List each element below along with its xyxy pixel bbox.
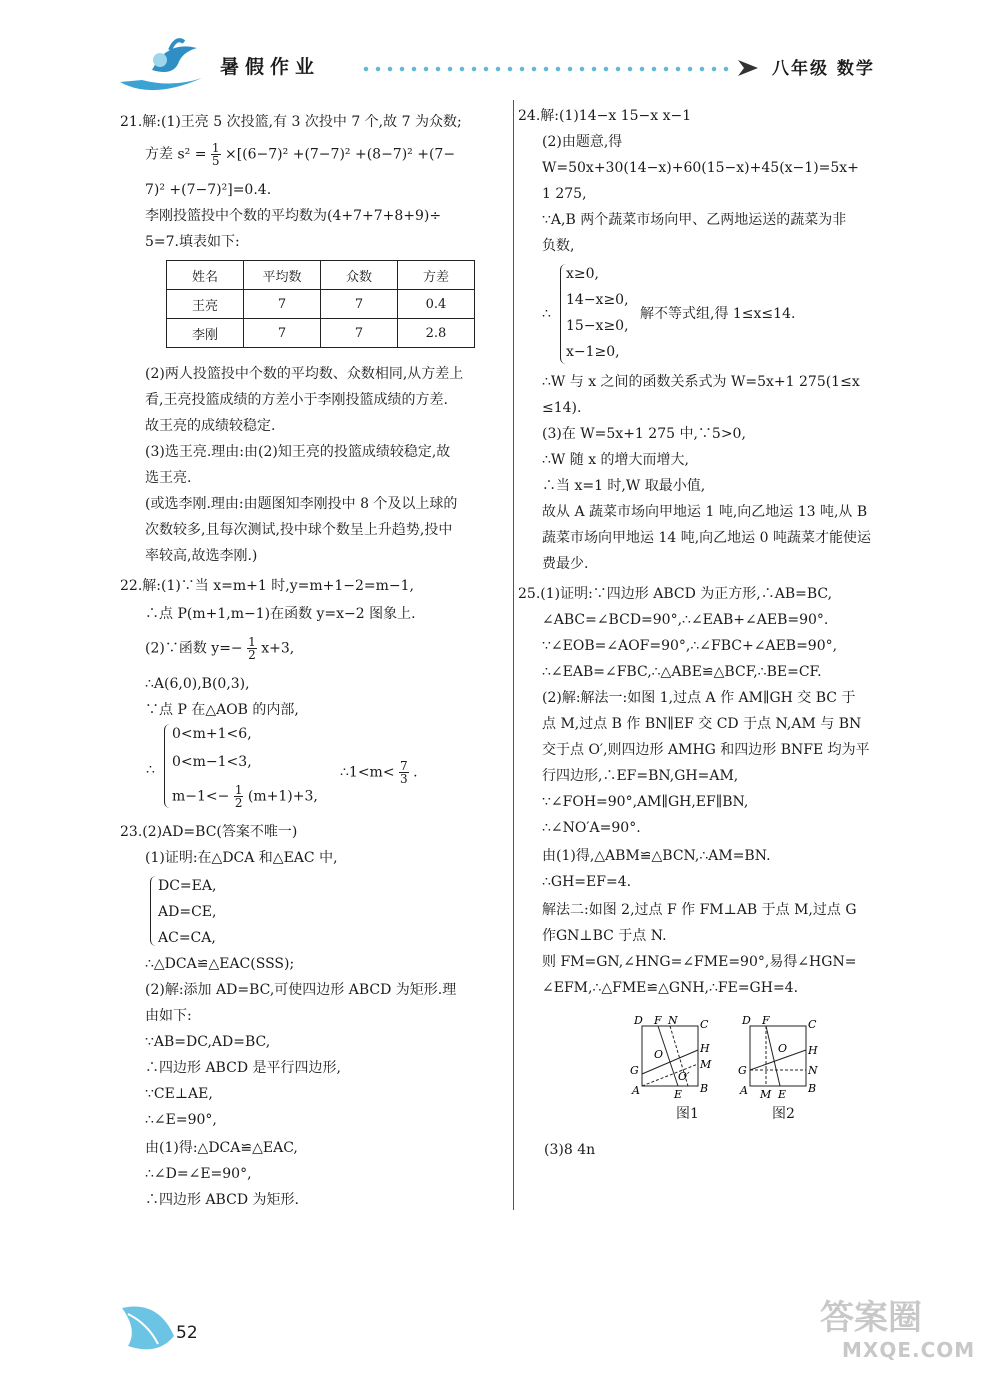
fig2-label-D: D xyxy=(742,1014,751,1027)
q24-sys4: x−1≥0, xyxy=(566,344,620,360)
q23-sys1: DC=EA, xyxy=(158,878,217,894)
fig1-label-E: E xyxy=(674,1088,683,1098)
q25-line2: ∠ABC=∠BCD=90°,∴∠EAB+∠AEB=90°. xyxy=(542,612,829,628)
q25-line6: 点 M,过点 B 作 BN∥EF 交 CD 于点 N,AM 与 BN xyxy=(542,716,862,732)
q25-line10: ∴∠NO′A=90°. xyxy=(542,820,641,836)
table-cell: 王亮 xyxy=(167,290,244,319)
q24-line3: W=50x+30(14−x)+60(15−x)+45(x−1)=5x+ xyxy=(542,160,859,176)
q23-sys3: AC=CA, xyxy=(158,930,216,946)
q22-sys3: m−1<− $\frac{1}{2}$ (m+1)+3, xyxy=(172,783,318,810)
q24-line8: ≤14). xyxy=(542,400,582,416)
table-cell: 7 xyxy=(244,319,321,348)
table-header-cell: 众数 xyxy=(321,261,398,290)
q21-variance-label: 方差 s² = xyxy=(145,146,207,163)
leaf-icon xyxy=(118,1300,178,1360)
q22-line5: ∵点 P 在△AOB 的内部, xyxy=(145,702,299,718)
fig2-label-H: H xyxy=(808,1044,818,1057)
table-row xyxy=(167,290,475,319)
q24-line14: 费最少. xyxy=(542,556,589,572)
q24-line7: ∴W 与 x 之间的函数关系式为 W=5x+1 275(1≤x xyxy=(542,374,860,390)
table-header-row xyxy=(167,261,475,290)
fig1-label-F: F xyxy=(654,1014,662,1027)
q24-line5: ∵A,B 两个蔬菜市场向甲、乙两地运送的蔬菜为非 xyxy=(542,212,847,228)
q25-line11: 由(1)得,△ABM≌△BCN,∴AM=BN. xyxy=(542,848,771,864)
q21-p3-line1: (3)选王亮.理由:由(2)知王亮的投篮成绩较稳定,故 xyxy=(145,444,451,460)
q25-line9: ∵∠FOH=90°,AM∥GH,EF∥BN, xyxy=(542,794,749,810)
fig2-label-O: O xyxy=(778,1042,788,1055)
q21-line3: 7)² +(7−7)²]=0.4. xyxy=(145,182,272,198)
score-table xyxy=(166,260,475,348)
q22-line2: ∴点 P(m+1,m−1)在函数 y=x−2 图象上. xyxy=(145,606,416,622)
header-grade-subject: 八年级 数学 xyxy=(772,59,875,79)
q25-line12: ∴GH=EF=4. xyxy=(542,874,632,890)
q24-line4: 1 275, xyxy=(542,186,587,202)
fig2-label-C: C xyxy=(808,1018,817,1031)
q21-p2-line3: 故王亮的成绩较稳定. xyxy=(145,418,276,434)
q23-line6: ∵AB=DC,AD=BC, xyxy=(145,1034,271,1050)
fig1-label-D: D xyxy=(634,1014,643,1027)
q24-sys-tail: 解不等式组,得 1≤x≤14. xyxy=(640,306,796,322)
table-cell: 7 xyxy=(321,319,398,348)
q23-line8: ∵CE⊥AE, xyxy=(145,1086,213,1102)
column-divider xyxy=(513,100,514,1210)
q25-line13: 解法二:如图 2,过点 F 作 FM⊥AB 于点 M,过点 G xyxy=(542,902,857,918)
watermark-url: MXQE.COM xyxy=(842,1338,976,1362)
fig2-label-N: N xyxy=(808,1064,818,1077)
q22-line4: ∴A(6,0),B(0,3), xyxy=(145,676,250,692)
q21-p3-line2: 选王亮. xyxy=(145,470,192,486)
q24-line2: (2)由题意,得 xyxy=(542,134,623,150)
watermark-logo-text: 答案圈 xyxy=(820,1298,922,1338)
dolphin-logo-icon xyxy=(112,30,212,100)
q24-therefore: ∴ xyxy=(542,306,551,322)
q24-line11: ∴当 x=1 时,W 取最小值, xyxy=(542,478,706,494)
fig1-label-G: G xyxy=(630,1064,639,1077)
q23-line5: 由如下: xyxy=(145,1008,192,1024)
table-cell: 7 xyxy=(244,290,321,319)
header-title: 暑假作业 xyxy=(220,56,321,78)
q21-p2-line1: (2)两人投篮投中个数的平均数、众数相同,从方差上 xyxy=(145,366,464,382)
q23-line3: ∴△DCA≌△EAC(SSS); xyxy=(145,956,295,972)
figure-2-diagram xyxy=(736,1014,828,1098)
q23-line1: 23.(2)AD=BC(答案不唯一) xyxy=(120,824,298,840)
q23-line12: ∴四边形 ABCD 为矩形. xyxy=(145,1192,299,1208)
q23-line2: (1)证明:在△DCA 和△EAC 中, xyxy=(145,850,338,866)
table-cell: 李刚 xyxy=(167,319,244,348)
fig1-label-A: A xyxy=(632,1084,640,1097)
q25-line14: 作GN⊥BC 于点 N. xyxy=(542,928,667,944)
fig1-label-O-prime: O′ xyxy=(678,1070,690,1083)
table-header-cell: 方差 xyxy=(398,261,475,290)
fig1-label-N: N xyxy=(668,1014,678,1027)
q21-line1: 21.解:(1)王亮 5 次投篮,有 3 次投中 7 个,故 7 为众数; xyxy=(120,114,462,130)
fig2-label-E: E xyxy=(778,1088,787,1098)
q25-line15: 则 FM=GN,∠HNG=∠FME=90°,易得∠HGN= xyxy=(542,954,857,970)
q24-sys1: x≥0, xyxy=(566,266,599,282)
q22-therefore: ∴ xyxy=(146,762,155,778)
table-row xyxy=(167,319,475,348)
q25-line3: ∵∠EOB=∠AOF=90°,∴∠FBC+∠AEB=90°, xyxy=(542,638,838,654)
q22-brace xyxy=(164,724,171,808)
q24-line13: 蔬菜市场向甲地运 14 吨,向乙地运 0 吨蔬菜才能使运 xyxy=(542,530,871,546)
q23-line10: 由(1)得:△DCA≌△EAC, xyxy=(145,1140,298,1156)
table-cell: 7 xyxy=(321,290,398,319)
q24-line12: 故从 A 蔬菜市场向甲地运 1 吨,向乙地运 13 吨,从 B xyxy=(542,504,868,520)
fig1-label-M: M xyxy=(700,1058,712,1071)
q25-line5: (2)解:解法一:如图 1,过点 A 作 AM∥GH 交 BC 于 xyxy=(542,690,856,706)
q25-line7: 交于点 O′,则四边形 AMHG 和四边形 BNFE 均为平 xyxy=(542,742,870,758)
q21-variance-expr: ×[(6−7)² +(7−7)² +(8−7)² +(7− xyxy=(224,146,456,163)
q23-line7: ∴四边形 ABCD 是平行四边形, xyxy=(145,1060,341,1076)
q24-sys3: 15−x≥0, xyxy=(566,318,629,334)
fig1-label-O: O xyxy=(654,1048,664,1061)
q25-line16: ∠EFM,∴△FME≌△GNH,∴FE=GH=4. xyxy=(542,980,799,996)
q25-line17: (3)8 4n xyxy=(544,1142,596,1158)
q21-p4-line2: 次数较多,且每次测试,投中球个数呈上升趋势,投中 xyxy=(145,522,453,538)
q25-line1: 25.(1)证明:∵四边形 ABCD 为正方形,∴AB=BC, xyxy=(518,586,833,602)
fig1-label-C: C xyxy=(700,1018,709,1031)
fig1-label-B: B xyxy=(700,1082,709,1095)
q23-line9: ∴∠E=90°, xyxy=(145,1112,217,1128)
figure-1-caption: 图1 xyxy=(676,1106,699,1122)
q23-sys2: AD=CE, xyxy=(158,904,217,920)
q24-line9: (3)在 W=5x+1 275 中,∵5>0, xyxy=(542,426,746,442)
q22-sys1: 0<m+1<6, xyxy=(172,726,252,742)
q21-line5: 5=7.填表如下: xyxy=(145,234,240,250)
q23-line11: ∴∠D=∠E=90°, xyxy=(145,1166,252,1182)
table-cell: 2.8 xyxy=(398,319,475,348)
q23-line4: (2)解:添加 AD=BC,可使四边形 ABCD 为矩形.理 xyxy=(145,982,457,998)
figure-2-caption: 图2 xyxy=(772,1106,795,1122)
q23-brace xyxy=(150,876,157,946)
fig2-label-A: A xyxy=(740,1084,748,1097)
figure-1-diagram xyxy=(628,1014,720,1098)
q22-line1: 22.解:(1)∵当 x=m+1 时,y=m+1−2=m−1, xyxy=(120,578,414,594)
fig2-label-G: G xyxy=(738,1064,747,1077)
q22-fraction: $\frac{1}{2}$ xyxy=(248,635,256,662)
fig2-label-F: F xyxy=(762,1014,770,1027)
q24-line6: 负数, xyxy=(542,238,575,254)
table-header-cell: 平均数 xyxy=(244,261,321,290)
q24-line1: 24.解:(1)14−x 15−x x−1 xyxy=(518,108,692,124)
q21-p2-line2: 看,王亮投篮成绩的方差小于李刚投篮成绩的方差. xyxy=(145,392,448,408)
q22-result: ∴1<m< $\frac{7}{3}$ . xyxy=(340,759,418,786)
fig2-label-M: M xyxy=(760,1088,772,1098)
fig1-label-H: H xyxy=(700,1042,710,1055)
q22-sys2: 0<m−1<3, xyxy=(172,754,252,770)
table-cell: 0.4 xyxy=(398,290,475,319)
q21-fraction: $\frac{1}{5}$ xyxy=(211,141,220,168)
q21-p4-line3: 率较高,故选李刚.) xyxy=(145,548,258,564)
q22-line3: (2)∵函数 y=− $\frac{1}{2}$ x+3, xyxy=(145,635,295,662)
q21-p4-line1: (或选李刚.理由:由题图知李刚投中 8 个及以上球的 xyxy=(145,496,458,512)
q24-sys2: 14−x≥0, xyxy=(566,292,629,308)
q21-line4: 李刚投篮投中个数的平均数为(4+7+7+8+9)÷ xyxy=(145,208,442,224)
page-number: 52 xyxy=(176,1323,198,1343)
q25-line8: 行四边形,∴EF=BN,GH=AM, xyxy=(542,768,739,784)
fig2-label-B: B xyxy=(808,1082,817,1095)
header-dots-divider xyxy=(360,66,730,72)
q24-line10: ∴W 随 x 的增大而增大, xyxy=(542,452,689,468)
q21-variance-line xyxy=(145,142,455,167)
table-header-cell: 姓名 xyxy=(167,261,244,290)
q25-line4: ∴∠EAB=∠FBC,∴△ABE≌△BCF,∴BE=CF. xyxy=(542,664,822,680)
arrow-icon xyxy=(736,56,764,80)
